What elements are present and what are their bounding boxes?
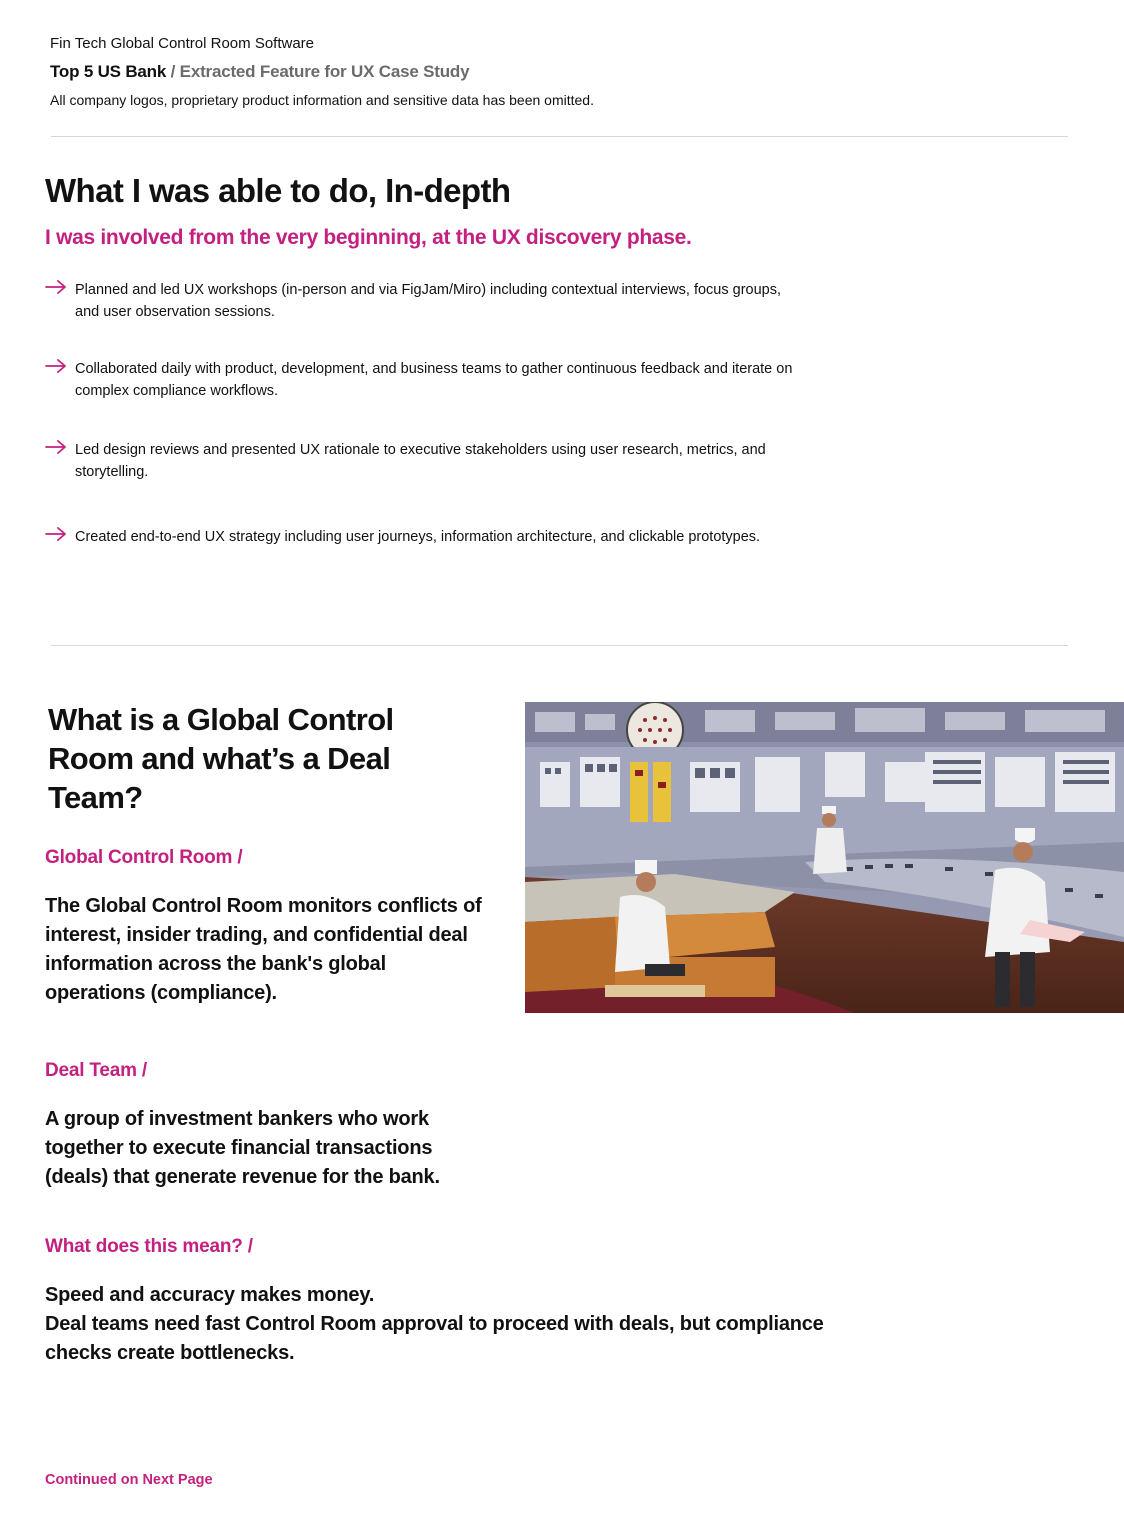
bullet-text: Led design reviews and presented UX rationale to executive stakeholders using user research, metrics, and storytelling. — [75, 442, 766, 480]
bullet-text: Planned and led UX workshops (in-person and via FigJam/Miro) including contextual interviews, focus groups, and user observation sessions. — [75, 282, 782, 320]
bullet-text: Collaborated daily with product, development, and business teams to gather continuous feedback and iterate on complex compliance workflows. — [75, 361, 793, 399]
control-room-photo — [525, 702, 1124, 1013]
deal-team-label: Deal Team / — [45, 1060, 147, 1081]
arrow-right-icon — [45, 358, 67, 374]
divider — [51, 645, 1068, 646]
meaning-line: Deal teams need fast Control Room approval to proceed with deals, but compliance checks create bottlenecks. — [45, 1313, 824, 1364]
meaning-line: Speed and accuracy makes money. — [45, 1284, 375, 1306]
section-title: What I was able to do, In-depth — [45, 172, 511, 209]
gcr-definition: The Global Control Room monitors conflicts of interest, insider trading, and confidential deal information across the bank's global operations (compliance). — [45, 895, 482, 1004]
meaning-label: What does this mean? / — [45, 1236, 253, 1257]
header-title — [50, 62, 469, 82]
arrow-right-icon — [45, 439, 67, 455]
section-subtitle: I was involved from the very beginning, at the UX discovery phase. — [45, 226, 692, 249]
product-name: Fin Tech Global Control Room Software — [50, 35, 315, 52]
meaning-text — [45, 1281, 875, 1368]
gcr-label: Global Control Room / — [45, 847, 243, 868]
client-name: Top 5 US Bank — [50, 62, 167, 81]
header-subtitle: / Extracted Feature for UX Case Study — [166, 62, 470, 81]
arrow-right-icon — [45, 279, 67, 295]
continued-link[interactable]: Continued on Next Page — [45, 1472, 213, 1488]
arrow-right-icon — [45, 526, 67, 542]
deal-team-definition: A group of investment bankers who work together to execute financial transactions (deals) that generate revenue for the bank. — [45, 1108, 440, 1188]
section-title: What is a Global Control Room and what’s a Deal Team? — [48, 702, 394, 815]
divider — [51, 136, 1068, 137]
bullet-text: Created end-to-end UX strategy including user journeys, information architecture, and clickable prototypes. — [75, 529, 761, 545]
disclaimer: All company logos, proprietary product information and sensitive data has been omitted. — [50, 92, 594, 108]
